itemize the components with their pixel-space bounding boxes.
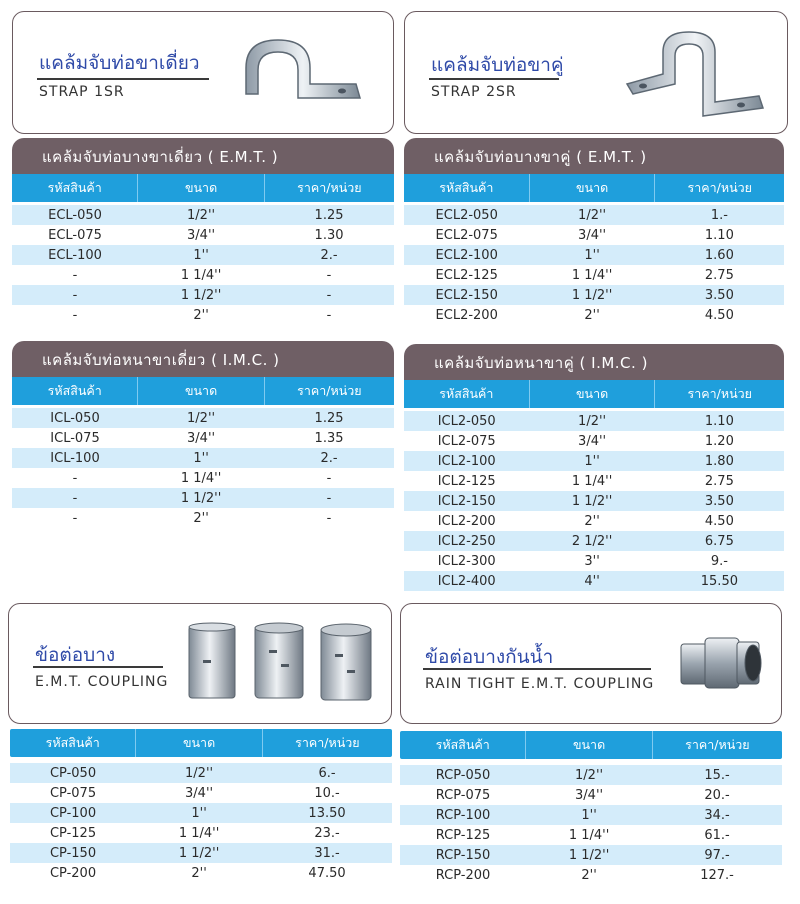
card-title: ข้อต่อบาง (35, 644, 116, 666)
table-row (404, 205, 784, 225)
table-row (12, 448, 394, 468)
size-cell: 1'' (581, 807, 597, 823)
size-cell: 2 1/2'' (571, 533, 613, 549)
product-code-cell: ICL2-050 (437, 413, 496, 429)
table-row (12, 468, 394, 488)
header-price: ราคา/หน่วย (295, 735, 360, 750)
size-cell: 1/2'' (187, 410, 216, 426)
table-title: แคล้มจับท่อหนาขาคู่ ( I.M.C. ) (404, 344, 784, 380)
table-title: แคล้มจับท่อหนาขาเดี่ยว ( I.M.C. ) (12, 341, 394, 377)
table-row (404, 511, 784, 531)
product-code-cell: ICL2-125 (437, 473, 496, 489)
cp-table (10, 729, 392, 883)
product-code-cell: ICL2-250 (437, 533, 496, 549)
size-cell: 2'' (193, 510, 209, 526)
table-header (400, 731, 782, 759)
table-row (404, 245, 784, 265)
icl-table (12, 341, 394, 528)
size-cell: 2'' (581, 867, 597, 883)
size-cell: 1/2'' (578, 207, 607, 223)
price-cell: 15.- (704, 767, 730, 783)
price-cell: 1.10 (704, 227, 734, 243)
header-size: ขนาด (526, 731, 652, 759)
product-code-cell: RCP-150 (435, 847, 491, 863)
size-cell: 2'' (584, 307, 600, 323)
price-cell: 1.30 (314, 227, 344, 243)
table-header (10, 729, 392, 757)
header-price: ราคา/หน่วย (297, 180, 362, 195)
table-body (10, 757, 392, 883)
price-cell: 10.- (314, 785, 340, 801)
header-size: ขนาด (530, 174, 656, 202)
table-header (12, 174, 394, 202)
table-row (400, 865, 782, 885)
price-cell: 20.- (704, 787, 730, 803)
header-code: รหัสสินค้า (10, 729, 136, 757)
size-cell: 1 1/4'' (180, 267, 222, 283)
size-cell: 1 1/2'' (571, 493, 613, 509)
emt-coupling-image (185, 620, 385, 704)
price-cell: 1.- (710, 207, 728, 223)
price-cell: - (326, 510, 332, 526)
size-cell: 1'' (584, 453, 600, 469)
table-row (404, 571, 784, 591)
header-price: ราคา/หน่วย (687, 386, 752, 401)
price-cell: 2.75 (704, 473, 734, 489)
table-row (400, 825, 782, 845)
rain-tight-card (400, 603, 782, 724)
card-title: ข้อต่อบางกันน้ำ (425, 646, 554, 668)
strap-1sr-image (238, 32, 368, 112)
strap-1sr-card (12, 11, 394, 134)
product-code-cell: ICL2-150 (437, 493, 496, 509)
price-cell: - (326, 307, 332, 323)
size-cell: 3/4'' (185, 785, 214, 801)
table-row (12, 408, 394, 428)
table-row (12, 508, 394, 528)
divider (429, 78, 559, 80)
product-code-cell: ICL2-075 (437, 433, 496, 449)
product-code-cell: ECL-100 (48, 247, 102, 263)
card-title: แคล้มจับท่อขาเดี่ยว (39, 52, 200, 74)
size-cell: 1 1/4'' (178, 825, 220, 841)
header-size: ขนาด (138, 377, 264, 405)
product-code-cell: - (72, 490, 78, 506)
price-cell: 1.25 (314, 207, 344, 223)
product-code-cell: CP-150 (49, 845, 97, 861)
product-code-cell: RCP-050 (435, 767, 491, 783)
product-code-cell: ICL-100 (50, 450, 100, 466)
size-cell: 1 1/2'' (571, 287, 613, 303)
product-code-cell: ICL2-100 (437, 453, 496, 469)
product-code-cell: RCP-100 (435, 807, 491, 823)
price-cell: 34.- (704, 807, 730, 823)
size-cell: 2'' (584, 513, 600, 529)
size-cell: 3/4'' (578, 227, 607, 243)
table-row (10, 803, 392, 823)
product-code-cell: ICL2-300 (437, 553, 496, 569)
table-row (10, 763, 392, 783)
table-row (404, 531, 784, 551)
table-header (404, 174, 784, 202)
product-code-cell: - (72, 470, 78, 486)
rain-tight-coupling-image (677, 630, 767, 696)
table-row (10, 823, 392, 843)
table-body (12, 202, 394, 325)
product-code-cell: ECL2-075 (435, 227, 498, 243)
table-row (10, 843, 392, 863)
price-cell: 13.50 (308, 805, 346, 821)
size-cell: 1/2'' (185, 765, 214, 781)
table-row (12, 205, 394, 225)
size-cell: 1'' (191, 805, 207, 821)
table-row (12, 285, 394, 305)
card-title: แคล้มจับท่อขาคู่ (431, 54, 564, 76)
price-cell: 1.10 (704, 413, 734, 429)
table-row (12, 428, 394, 448)
price-cell: 61.- (704, 827, 730, 843)
product-code-cell: ECL2-150 (435, 287, 498, 303)
product-code-cell: - (72, 287, 78, 303)
product-code-cell: ECL-075 (48, 227, 102, 243)
table-row (10, 863, 392, 883)
price-cell: 9.- (710, 553, 728, 569)
size-cell: 1'' (584, 247, 600, 263)
product-code-cell: CP-050 (49, 765, 97, 781)
size-cell: 3/4'' (575, 787, 604, 803)
table-title: แคล้มจับท่อบางขาเดี่ยว ( E.M.T. ) (12, 138, 394, 174)
divider (37, 78, 209, 80)
size-cell: 1 1/2'' (178, 845, 220, 861)
product-code-cell: CP-075 (49, 785, 97, 801)
product-code-cell: RCP-125 (435, 827, 491, 843)
price-cell: 2.- (320, 450, 338, 466)
table-row (400, 765, 782, 785)
table-row (400, 805, 782, 825)
size-cell: 1 1/2'' (180, 287, 222, 303)
table-header (12, 377, 394, 405)
table-body (12, 405, 394, 528)
price-cell: 6.75 (704, 533, 734, 549)
size-cell: 1 1/4'' (568, 827, 610, 843)
product-code-cell: ECL2-050 (435, 207, 498, 223)
rcp-table (400, 731, 782, 885)
header-code: รหัสสินค้า (400, 731, 526, 759)
price-cell: - (326, 490, 332, 506)
price-cell: 1.80 (704, 453, 734, 469)
product-code-cell: CP-100 (49, 805, 97, 821)
ecl-table (12, 138, 394, 325)
size-cell: 1/2'' (578, 413, 607, 429)
price-cell: 47.50 (308, 865, 346, 881)
table-row (404, 491, 784, 511)
price-cell: 1.20 (704, 433, 734, 449)
product-code-cell: ICL-050 (50, 410, 100, 426)
product-code-cell: ECL-050 (48, 207, 102, 223)
price-cell: 1.25 (314, 410, 344, 426)
product-code-cell: ECL2-100 (435, 247, 498, 263)
table-row (400, 785, 782, 805)
product-code-cell: ICL2-400 (437, 573, 496, 589)
product-code-cell: - (72, 510, 78, 526)
price-cell: 31.- (314, 845, 340, 861)
strap-2sr-image (623, 22, 773, 122)
card-subtitle: RAIN TIGHT E.M.T. COUPLING (425, 676, 655, 692)
header-size: ขนาด (138, 174, 264, 202)
product-code-cell: ECL2-125 (435, 267, 498, 283)
header-size: ขนาด (530, 380, 656, 408)
price-cell: - (326, 287, 332, 303)
price-cell: 3.50 (704, 287, 734, 303)
price-cell: 23.- (314, 825, 340, 841)
table-row (12, 488, 394, 508)
header-size: ขนาด (136, 729, 262, 757)
size-cell: 1'' (193, 450, 209, 466)
size-cell: 3/4'' (187, 430, 216, 446)
size-cell: 4'' (584, 573, 600, 589)
header-code: รหัสสินค้า (404, 174, 530, 202)
table-body (400, 759, 782, 885)
size-cell: 3/4'' (187, 227, 216, 243)
price-cell: - (326, 267, 332, 283)
card-subtitle: STRAP 1SR (39, 84, 125, 100)
product-code-cell: CP-200 (49, 865, 97, 881)
price-cell: 1.35 (314, 430, 344, 446)
card-subtitle: STRAP 2SR (431, 84, 517, 100)
price-cell: 3.50 (704, 493, 734, 509)
price-cell: 4.50 (704, 307, 734, 323)
table-row (12, 265, 394, 285)
product-code-cell: - (72, 267, 78, 283)
product-code-cell: ICL-075 (50, 430, 100, 446)
size-cell: 1/2'' (575, 767, 604, 783)
size-cell: 2'' (191, 865, 207, 881)
size-cell: 1 1/2'' (568, 847, 610, 863)
table-row (404, 225, 784, 245)
size-cell: 3'' (584, 553, 600, 569)
table-title: แคล้มจับท่อบางขาคู่ ( E.M.T. ) (404, 138, 784, 174)
size-cell: 1 1/2'' (180, 490, 222, 506)
header-code: รหัสสินค้า (404, 380, 530, 408)
table-row (404, 471, 784, 491)
ecl2-table (404, 138, 784, 325)
divider (33, 666, 163, 668)
size-cell: 1'' (193, 247, 209, 263)
emt-coupling-card (8, 603, 392, 724)
price-cell: 97.- (704, 847, 730, 863)
table-row (404, 411, 784, 431)
price-cell: 127.- (700, 867, 734, 883)
strap-2sr-card (404, 11, 788, 134)
size-cell: 1 1/4'' (180, 470, 222, 486)
price-cell: - (326, 470, 332, 486)
header-code: รหัสสินค้า (12, 377, 138, 405)
product-code-cell: ECL2-200 (435, 307, 498, 323)
table-row (12, 245, 394, 265)
price-cell: 15.50 (700, 573, 738, 589)
price-cell: 4.50 (704, 513, 734, 529)
header-price: ราคา/หน่วย (297, 383, 362, 398)
card-subtitle: E.M.T. COUPLING (35, 674, 169, 690)
table-row (404, 265, 784, 285)
table-row (400, 845, 782, 865)
table-body (404, 202, 784, 325)
price-cell: 6.- (318, 765, 336, 781)
header-price: ราคา/หน่วย (687, 180, 752, 195)
price-cell: 2.- (320, 247, 338, 263)
size-cell: 1 1/4'' (571, 267, 613, 283)
table-row (404, 451, 784, 471)
header-code: รหัสสินค้า (12, 174, 138, 202)
header-price: ราคา/หน่วย (685, 737, 750, 752)
price-cell: 2.75 (704, 267, 734, 283)
product-code-cell: CP-125 (49, 825, 97, 841)
table-row (404, 305, 784, 325)
price-cell: 1.60 (704, 247, 734, 263)
product-code-cell: - (72, 307, 78, 323)
product-code-cell: RCP-200 (435, 867, 491, 883)
table-row (12, 305, 394, 325)
icl2-table (404, 344, 784, 591)
table-row (404, 551, 784, 571)
table-row (12, 225, 394, 245)
size-cell: 3/4'' (578, 433, 607, 449)
table-row (10, 783, 392, 803)
size-cell: 1 1/4'' (571, 473, 613, 489)
table-body (404, 408, 784, 591)
size-cell: 1/2'' (187, 207, 216, 223)
table-row (404, 431, 784, 451)
table-header (404, 380, 784, 408)
size-cell: 2'' (193, 307, 209, 323)
product-code-cell: RCP-075 (435, 787, 491, 803)
table-row (404, 285, 784, 305)
divider (423, 668, 651, 670)
product-code-cell: ICL2-200 (437, 513, 496, 529)
